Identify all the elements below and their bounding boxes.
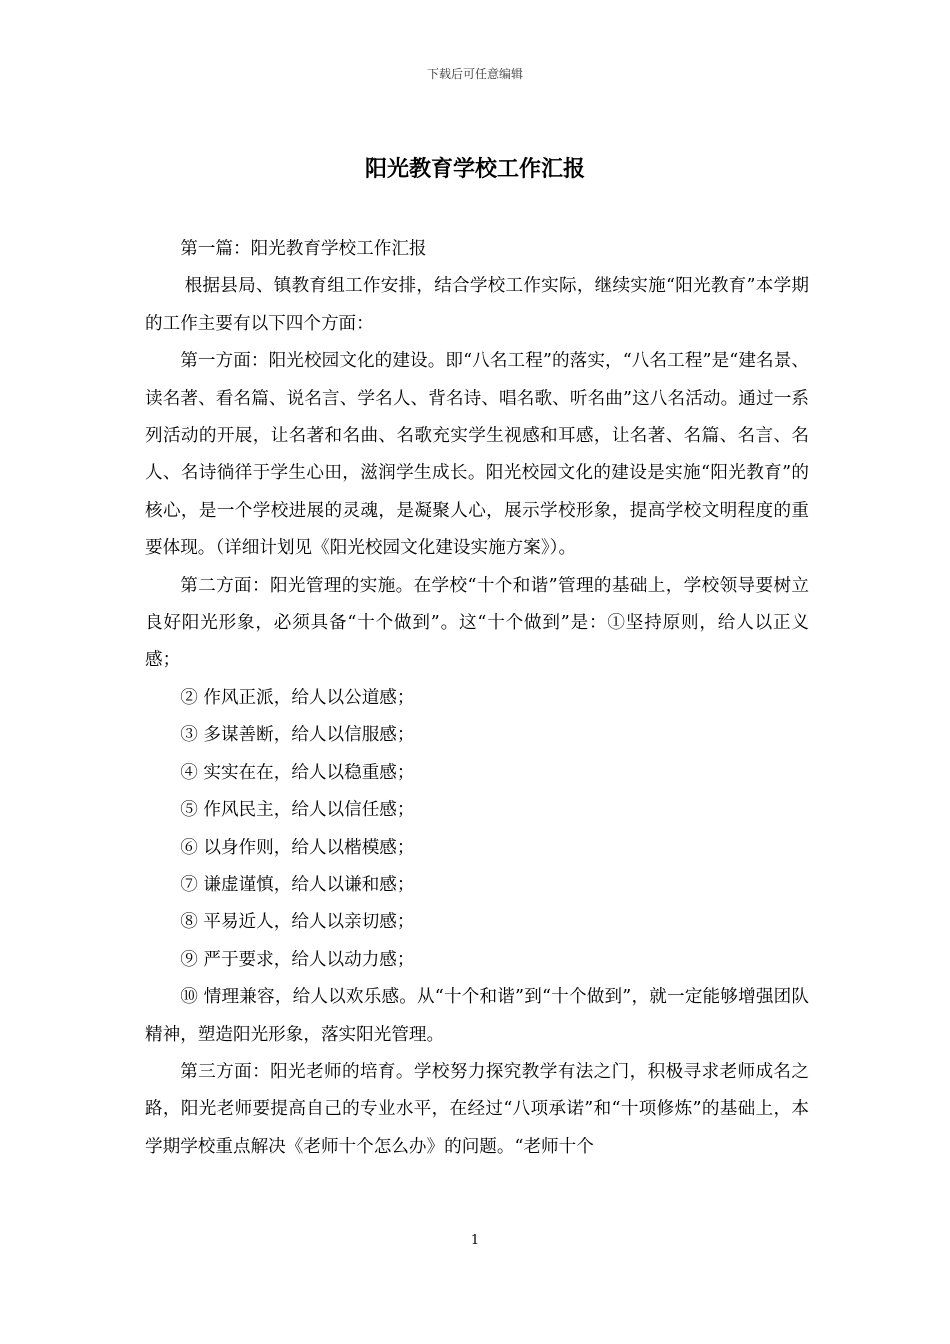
document-body	[145, 231, 809, 1166]
list-item: ⑤ 作风民主，给人以信任感；	[180, 800, 415, 821]
list-item: ② 作风正派，给人以公道感；	[180, 687, 415, 708]
list-item: ⑦ 谦虚谨慎，给人以谦和感；	[180, 874, 415, 895]
paragraph-aspect-one: 第一方面：阳光校园文化的建设。即“八名工程”的落实，“八名工程”是“建名景、读名著、看名篇、说名言、学名人、背名诗、唱名歌、听名曲”这八名活动。通过一系列活动的开展，让名著和名曲、名歌充实学生视感和耳感，让名著、名篇、名言、名人、名诗徜徉于学生心田，滋润学生成长。阳光校园文化的建设是实施“阳光教育”的核心，是一个学校进展的灵魂，是凝聚人心，展示学校形象，提高学校文明程度的重要体现。（详细计划见《阳光校园文化建设实施方案》）。	[145, 351, 809, 559]
paragraph-intro: 根据县局、镇教育组工作安排，结合学校工作实际，继续实施“阳光教育”本学期的工作主要有以下四个方面：	[145, 276, 809, 334]
list-item: ⑥ 以身作则，给人以楷模感；	[180, 837, 415, 858]
list-item: ④ 实实在在，给人以稳重感；	[180, 762, 415, 783]
list-item: ③ 多谋善断，给人以信服感；	[180, 725, 415, 746]
list-item: ⑨ 严于要求，给人以动力感；	[180, 949, 415, 970]
paragraph-aspect-two: 第二方面：阳光管理的实施。在学校“十个和谐”管理的基础上，学校领导要树立良好阳光形象，必须具备“十个做到”。这“十个做到”是：①坚持原则，给人以正义感；	[145, 575, 809, 671]
document-title: 阳光教育学校工作汇报	[364, 156, 585, 182]
list-item: ⑩ 情理兼容，给人以欢乐感。从“十个和谐”到“十个做到”，就一定能够增强团队精神，塑造阳光形象，落实阳光管理。	[145, 987, 809, 1045]
list-item: ⑧ 平易近人，给人以亲切感；	[180, 912, 415, 933]
header-note: 下载后可任意编辑	[426, 67, 523, 81]
paragraph-section-heading: 第一篇：阳光教育学校工作汇报	[180, 239, 427, 259]
paragraph-aspect-three: 第三方面：阳光老师的培育。学校努力探究教学有法之门，积极寻求老师成名之路，阳光老师要提高自己的专业水平，在经过“八项承诺”和“十项修炼”的基础上，本学期学校重点解决《老师十个怎么办》的问题。“老师十个	[145, 1061, 809, 1157]
page-number: 1	[470, 1233, 480, 1248]
